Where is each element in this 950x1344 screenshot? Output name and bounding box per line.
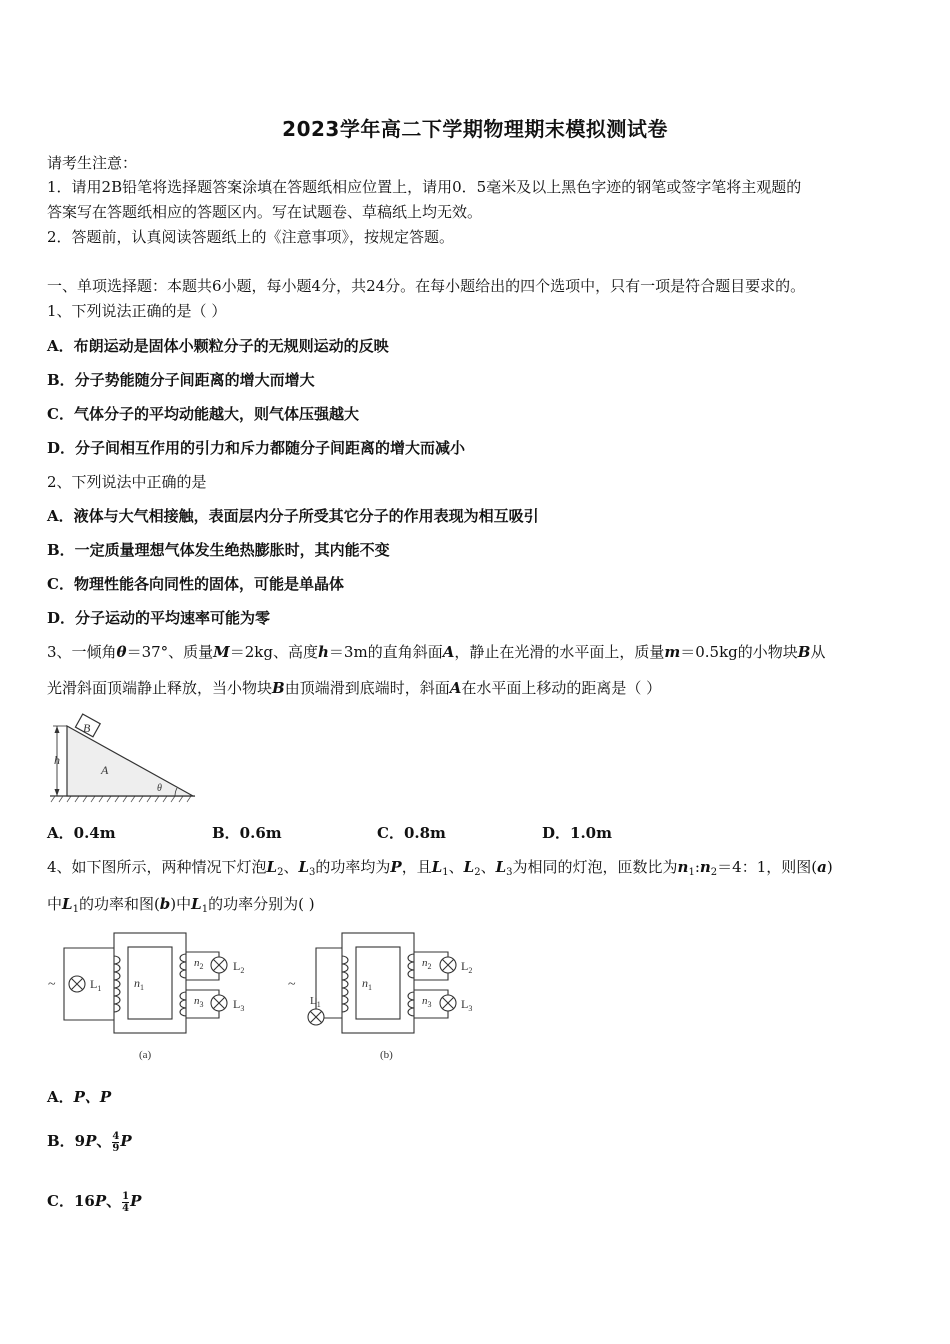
svg-text:n2: $n_2$ xyxy=(422,957,432,971)
fraction: $\frac{4}{9}$ xyxy=(112,1130,120,1154)
q2-stem: 2、下列说法中正确的是 xyxy=(47,473,207,491)
q1-stem: 1、下列说法正确的是（ ） xyxy=(47,302,227,320)
q4-option-b: B．9P、 $\frac{4}{9}$ P xyxy=(47,1130,132,1154)
q1-option-b: B．分子势能随分子间距离的增大而增大 xyxy=(47,371,315,389)
q4-stem-line-2: 中$L_1$的功率和图(b)中$L_1$的功率分别为( ) xyxy=(47,895,315,915)
svg-text:L1: $L_1$ xyxy=(310,995,321,1009)
page-title: 2023学年高二下学期物理期末模拟测试卷 xyxy=(282,117,668,141)
angle-label: θ xyxy=(157,783,162,794)
incline-label: A xyxy=(101,763,109,777)
q3-stem-line-1: 3、一倾角θ＝37°、质量M＝2kg、高度h＝3m的直角斜面A，静止在光滑的水平面上，质量m＝0.5kg的小物块B从 xyxy=(47,643,826,661)
q3-option-b: B．0.6m xyxy=(212,824,282,842)
q4-option-c: C．16P、 $\frac{1}{4}$ P xyxy=(47,1190,142,1214)
svg-text:L2: $L_2$ xyxy=(233,959,245,975)
svg-text:n3: $n_3$ xyxy=(422,995,432,1009)
notice-heading: 请考生注意： xyxy=(47,154,138,172)
height-label: h xyxy=(54,753,60,767)
q3-stem-line-2: 光滑斜面顶端静止释放，当小物块B由顶端滑到底端时，斜面A在水平面上移动的距离是（ ） xyxy=(47,679,662,697)
svg-text:n1: $n_1$ xyxy=(362,976,372,992)
svg-text:L3: $L_3$ xyxy=(461,997,473,1013)
svg-text:n3: $n_3$ xyxy=(194,995,204,1009)
q3-option-d: D．1.0m xyxy=(542,824,612,842)
q2-option-a: A．液体与大气相接触，表面层内分子所受其它分子的作用表现为相互吸引 xyxy=(47,507,539,525)
svg-text:n1: $n_1$ xyxy=(134,976,144,992)
q1-option-a: A．布朗运动是固体小颗粒分子的无规则运动的反映 xyxy=(47,337,389,355)
circuit-figure-b xyxy=(284,928,484,1068)
svg-text:~: ~ xyxy=(48,977,56,992)
q2-option-b: B．一定质量理想气体发生绝热膨胀时，其内能不变 xyxy=(47,541,390,559)
q2-option-d: D．分子运动的平均速率可能为零 xyxy=(47,609,271,627)
notice-line-1: 1．请用2B铅笔将选择题答案涂填在答题纸相应位置上，请用0．5毫米及以上黑色字迹的钢笔或签字笔将主观题的 xyxy=(47,178,802,196)
svg-text:~: ~ xyxy=(288,977,296,992)
circuit-figure-a xyxy=(44,928,264,1068)
svg-text:n2: $n_2$ xyxy=(194,957,204,971)
q1-option-d: D．分子间相互作用的引力和斥力都随分子间距离的增大而减小 xyxy=(47,439,466,457)
q4-option-a: A．P、P xyxy=(47,1088,112,1106)
q2-option-c: C．物理性能各向同性的固体，可能是单晶体 xyxy=(47,575,344,593)
notice-line-2: 2．答题前，认真阅读答题纸上的《注意事项》，按规定答题。 xyxy=(47,228,455,246)
q1-option-c: C．气体分子的平均动能越大，则气体压强越大 xyxy=(47,405,359,423)
q3-option-a: A．0.4m xyxy=(47,824,116,842)
q4-stem-line-1: 4、如下图所示，两种情况下灯泡$L_2$、$L_3$的功率均为P，且$L_1$、$L_2$、$L_3$为相同的灯泡，匝数比为$n_1:n_2=4$：1，则图(a) xyxy=(47,858,833,878)
svg-text:L2: $L_2$ xyxy=(461,959,473,975)
incline-figure xyxy=(45,712,200,804)
q3-option-c: C．0.8m xyxy=(377,824,446,842)
section-heading: 一、单项选择题：本题共6小题，每小题4分，共24分。在每小题给出的四个选项中，只有一项是符合题目要求的。 xyxy=(47,277,806,295)
notice-line-1b: 答案写在答题纸相应的答题区内。写在试题卷、草稿纸上均无效。 xyxy=(47,203,483,221)
incline-triangle xyxy=(67,726,193,796)
svg-text:L3: $L_3$ xyxy=(233,997,245,1013)
fraction: $\frac{1}{4}$ xyxy=(122,1190,130,1214)
caption-b: (b) xyxy=(380,1049,393,1061)
block-b-label: B xyxy=(83,721,91,735)
caption-a: (a) xyxy=(139,1049,152,1061)
svg-text:L1: $L_1$ xyxy=(90,977,102,993)
